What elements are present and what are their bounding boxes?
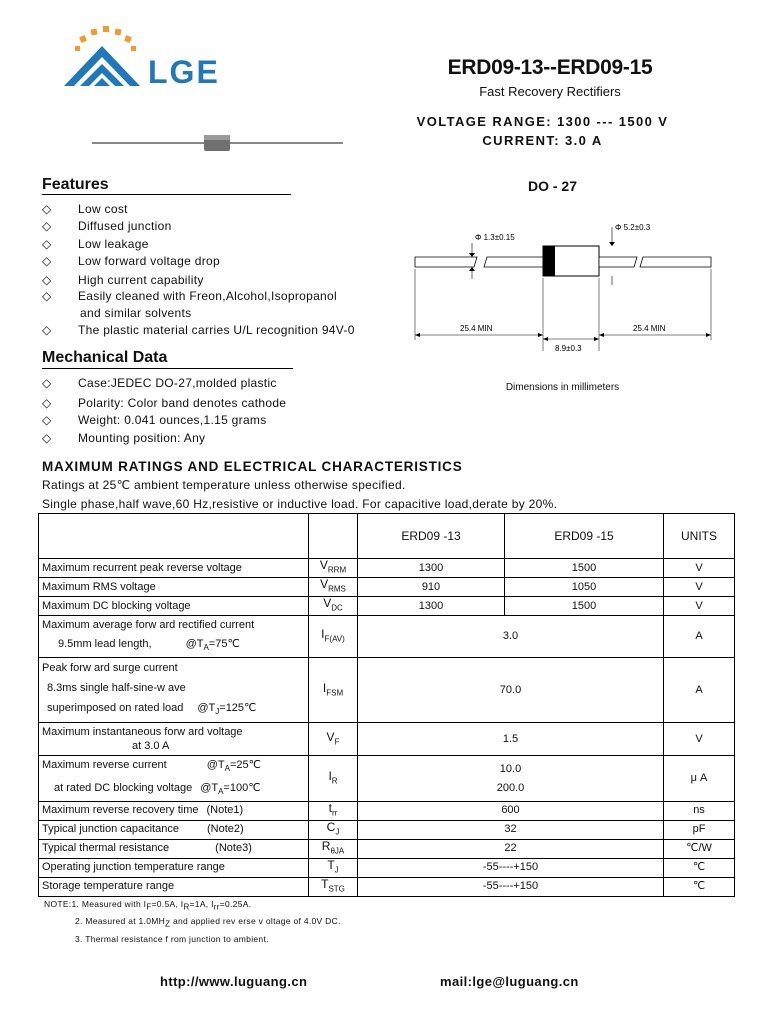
list-item-continuation: and similar solvents	[80, 306, 192, 320]
unit-cell: ns	[664, 801, 735, 820]
symbol-cell: $I_{F(AV)}$	[309, 616, 358, 658]
symbol-cell: $V_{DC}$	[309, 597, 358, 616]
symbol-cell: $T_J$	[309, 858, 358, 877]
param-cell: Peak forw ard surge current 8.3ms single half-sine-w ave superimposed on rated load $@T_J=125℃$	[39, 658, 309, 723]
symbol-cell: $V_{RMS}$	[309, 578, 358, 597]
table-row	[39, 597, 735, 616]
header-units: UNITS	[664, 514, 735, 559]
diamond-icon: ◇	[42, 323, 52, 337]
current-rating: CURRENT: 3.0 A	[482, 133, 603, 148]
unit-cell: V	[664, 578, 735, 597]
unit-cell: pF	[664, 820, 735, 839]
diamond-icon: ◇	[42, 431, 52, 445]
value-cell: -55----+150	[358, 858, 664, 877]
unit-cell: ℃	[664, 858, 735, 877]
company-logo	[60, 22, 260, 94]
header-erd09-13: ERD09 -13	[358, 514, 505, 559]
list-item: Case:JEDEC DO-27,molded plastic	[78, 376, 277, 390]
mountain-icon	[64, 46, 140, 86]
diamond-icon: ◇	[42, 237, 52, 251]
table-row	[39, 578, 735, 597]
diode-image	[90, 132, 345, 154]
value-cell: 1300	[358, 597, 505, 616]
list-item: Low cost	[78, 202, 128, 216]
value-cell: 1500	[505, 597, 664, 616]
symbol-cell: $I_R$	[309, 756, 358, 801]
lead-length-right-label: 25.4 MIN	[633, 324, 666, 333]
param-cell: Maximum average forw ard rectified current 9.5mm lead length, $@T_A=75℃$	[39, 616, 309, 658]
features-list	[42, 202, 382, 342]
value-cell: 600	[358, 801, 664, 820]
symbol-cell: $R_{\theta JA}$	[309, 839, 358, 858]
param-cell: Maximum RMS voltage	[39, 578, 309, 597]
unit-cell: ℃	[664, 877, 735, 896]
list-item: Mounting position: Any	[78, 431, 206, 445]
mechanical-list	[42, 376, 382, 448]
symbol-cell: $t_{rr}$	[309, 801, 358, 820]
body-length-label: 8.9±0.3	[555, 344, 582, 353]
list-item: Polarity: Color band denotes cathode	[78, 396, 287, 410]
table-row	[39, 801, 735, 820]
list-item: Weight: 0.041 ounces,1.15 grams	[78, 413, 267, 427]
part-number-title: ERD09-13--ERD09-15	[447, 56, 653, 79]
list-item: Diffused junction	[78, 219, 172, 233]
value-cell: 910	[358, 578, 505, 597]
package-label: DO - 27	[527, 178, 577, 194]
voltage-range: VOLTAGE RANGE: 1300 --- 1500 V	[416, 114, 669, 129]
table-header-row	[39, 514, 735, 559]
list-item: The plastic material carries U/L recognition 94V-0	[78, 323, 355, 337]
value-cell: 1050	[505, 578, 664, 597]
unit-cell: V	[664, 723, 735, 756]
value-cell: 70.0	[358, 658, 664, 723]
mechanical-underline	[42, 368, 293, 369]
value-cell: 1300	[358, 559, 505, 578]
table-header-cell	[39, 514, 309, 559]
list-item: Low leakage	[78, 237, 149, 251]
value-cell: 10.0 200.0	[358, 756, 664, 801]
header-erd09-15: ERD09 -15	[505, 514, 664, 559]
diamond-icon: ◇	[42, 273, 52, 287]
param-cell: Maximum recurrent peak reverse voltage	[39, 559, 309, 578]
logo-text: LGE	[148, 54, 220, 90]
features-underline	[42, 194, 291, 195]
unit-cell: ℃/W	[664, 839, 735, 858]
list-item: Low forward voltage drop	[78, 254, 220, 268]
param-cell: Maximum instantaneous forw ard voltage at 3.0 A	[39, 723, 309, 756]
table-row	[39, 858, 735, 877]
unit-cell: V	[664, 559, 735, 578]
table-row	[39, 820, 735, 839]
note-3: 3. Thermal resistance f rom junction to ambient.	[75, 934, 269, 944]
param-cell: Typical thermal resistance (Note3)	[39, 839, 309, 858]
value-cell: 3.0	[358, 616, 664, 658]
list-item: High current capability	[78, 273, 204, 287]
diamond-icon: ◇	[42, 376, 52, 390]
sun-rays-icon	[75, 26, 136, 51]
diamond-icon: ◇	[42, 396, 52, 410]
value-cell: -55----+150	[358, 877, 664, 896]
table-row	[39, 723, 735, 756]
symbol-cell: $C_J$	[309, 820, 358, 839]
email-link[interactable]: mail:lge@luguang.cn	[440, 974, 579, 989]
table-row	[39, 616, 735, 658]
product-subtitle: Fast Recovery Rectifiers	[479, 84, 621, 99]
param-cell: Storage temperature range	[39, 877, 309, 896]
value-cell: 32	[358, 820, 664, 839]
lead-length-left-label: 25.4 MIN	[460, 324, 493, 333]
ratings-table	[38, 513, 735, 897]
diamond-icon: ◇	[42, 219, 52, 233]
table-header-cell	[309, 514, 358, 559]
symbol-cell: $T_{STG}$	[309, 877, 358, 896]
param-cell: Maximum DC blocking voltage	[39, 597, 309, 616]
unit-cell: A	[664, 616, 735, 658]
value-cell: 22	[358, 839, 664, 858]
note-2: 2. Measured at $1.0MH_Z$ and applied rev erse v oltage of 4.0V DC.	[75, 916, 341, 929]
table-row	[39, 877, 735, 896]
website-link[interactable]: http://www.luguang.cn	[160, 974, 308, 989]
unit-cell: A	[664, 658, 735, 723]
table-row	[39, 839, 735, 858]
symbol-cell: $V_F$	[309, 723, 358, 756]
ratings-note-2: Single phase,half wave,60 Hz,resistive or inductive load. For capacitive load,derate by 20%.	[42, 497, 558, 511]
mechanical-heading: Mechanical Data	[42, 349, 168, 366]
unit-cell: μ A	[664, 756, 735, 801]
value-cell: 1500	[505, 559, 664, 578]
ratings-note-1: Ratings at 25℃ ambient temperature unless otherwise specified.	[42, 478, 406, 492]
param-cell: Typical junction capacitance (Note2)	[39, 820, 309, 839]
table-row	[39, 559, 735, 578]
body-diameter-label: Φ 5.2±0.3	[615, 223, 651, 232]
ratings-heading: MAXIMUM RATINGS AND ELECTRICAL CHARACTERISTICS	[42, 459, 463, 474]
features-heading: Features	[42, 176, 109, 193]
symbol-cell: $I_{FSM}$	[309, 658, 358, 723]
diamond-icon: ◇	[42, 202, 52, 216]
dimensions-note: Dimensions in millimeters	[505, 382, 620, 393]
list-item: Easily cleaned with Freon,Alcohol,Isopropanol	[78, 289, 337, 303]
symbol-cell: $V_{RRM}$	[309, 559, 358, 578]
param-cell: Maximum reverse current $@T_A=25℃$ at rated DC blocking voltage $@T_A=100℃$	[39, 756, 309, 801]
table-row	[39, 756, 735, 801]
note-1: NOTE:1. Measured with $I_F=0.5A$, $I_R=1A$, $I_{rr}=0.25A$.	[44, 899, 252, 912]
table-row	[39, 658, 735, 723]
unit-cell: V	[664, 597, 735, 616]
diamond-icon: ◇	[42, 289, 52, 303]
value-cell: 1.5	[358, 723, 664, 756]
diamond-icon: ◇	[42, 254, 52, 268]
diamond-icon: ◇	[42, 413, 52, 427]
param-cell: Maximum reverse recovery time (Note1)	[39, 801, 309, 820]
param-cell: Operating junction temperature range	[39, 858, 309, 877]
lead-diameter-label: Φ 1.3±0.15	[475, 233, 515, 242]
package-dimension-drawing	[405, 215, 720, 360]
